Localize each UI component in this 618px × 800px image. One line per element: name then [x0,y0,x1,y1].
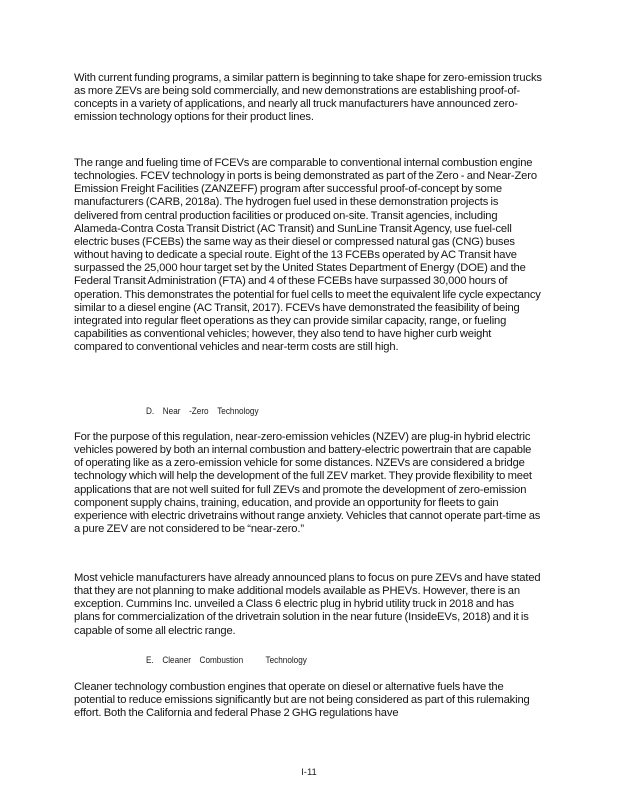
heading-word: Combustion [199,655,244,666]
heading-word: Cleaner [162,655,191,666]
section-heading-near-zero-technology [146,406,259,418]
heading-letter: D. [146,406,155,417]
paragraph-plug-in-hybrids: Most vehicle manufacturers have already announced plans to focus on pure ZEVs and have stated that they are not planning to make additional models available as PHEVs. However, there is an exception. Cummins Inc. unveiled a Class 6 electric plug in hybrid utility truck in 2018 and has plans for commercialization of the drivetrain solution in the near future (InsideEVs, 2018) and it is capable of some all electric range. [74,572,541,637]
paragraph-fcev-technology: The range and fueling time of FCEVs are comparable to conventional internal combustion engine technologies. FCEV technology in ports is being demonstrated as part of the Zero - and Near-Zero Emission Freight Facilities (ZANZEFF) program after successful proof-of-concept by some manufacturers (CARB, 2018a). The hydrogen fuel used in these demonstration projects is delivered from central production facilities or produced on-site. Transit agencies, including Alameda-Contra Costa Transit District (AC Transit) and SunLine Transit Agency, use fuel-cell electric buses (FCEBs) the same way as their diesel or compressed natural gas (CNG) buses without having to dedicate a special route. Eight of the 13 FCEBs operated by AC Transit have surpassed the 25,000 hour target set by the United States Department of Energy (DOE) and the Federal Transit Administration (FTA) and 4 of these FCEBs have surpassed 30,000 hours of operation. This demonstrates the potential for fuel cells to meet the equivalent life cycle expectancy similar to a diesel engine (AC Transit, 2017). FCEVs have demonstrated the feasibility of being integrated into regular fleet operations as they can provide similar capacity, range, or fueling capabilities as conventional vehicles; however, they also tend to have higher curb weight compared to conventional vehicles and near-term costs are still high. [74,157,541,354]
paragraph-cleaner-combustion: Cleaner technology combustion engines that operate on diesel or alternative fuels have the potential to reduce emissions significantly but are not being considered as part of this rulemaking effort. Both the California and federal Phase 2 GHG regulations have [74,681,530,720]
paragraph-near-zero-definition: For the purpose of this regulation, near-zero-emission vehicles (NZEV) are plug-in hybrid electric vehicles powered by both an internal combustion and battery-electric powertrain that are capable of operating like as a zero-emission vehicle for some distances. NZEVs are considered a bridge technology which will help the development of the full ZEV market. They provide flexibility to meet applications that are not well suited for full ZEVs and promote the development of zero-emission component supply chains, training, education, and provide an opportunity for fleets to gain experience with electric drivetrains without range anxiety. Vehicles that cannot operate part-time as a pure ZEV are not considered to be “near-zero.” [74,431,541,536]
heading-word: Near [162,406,181,417]
page-number: I-11 [301,767,317,778]
heading-letter: E. [146,655,154,666]
heading-word: Technology [217,406,259,417]
heading-word: -Zero [189,406,209,417]
heading-word: Technology [265,655,307,666]
paragraph-zero-emission-trucks: With current funding programs, a similar pattern is beginning to take shape for zero-emission trucks as more ZEVs are being sold commercially, and new demonstrations are establishing proof-of-concepts in a variety of applications, and nearly all truck manufacturers have announced zero-emission technology options for their product lines. [74,72,542,124]
section-heading-cleaner-combustion [146,655,307,667]
